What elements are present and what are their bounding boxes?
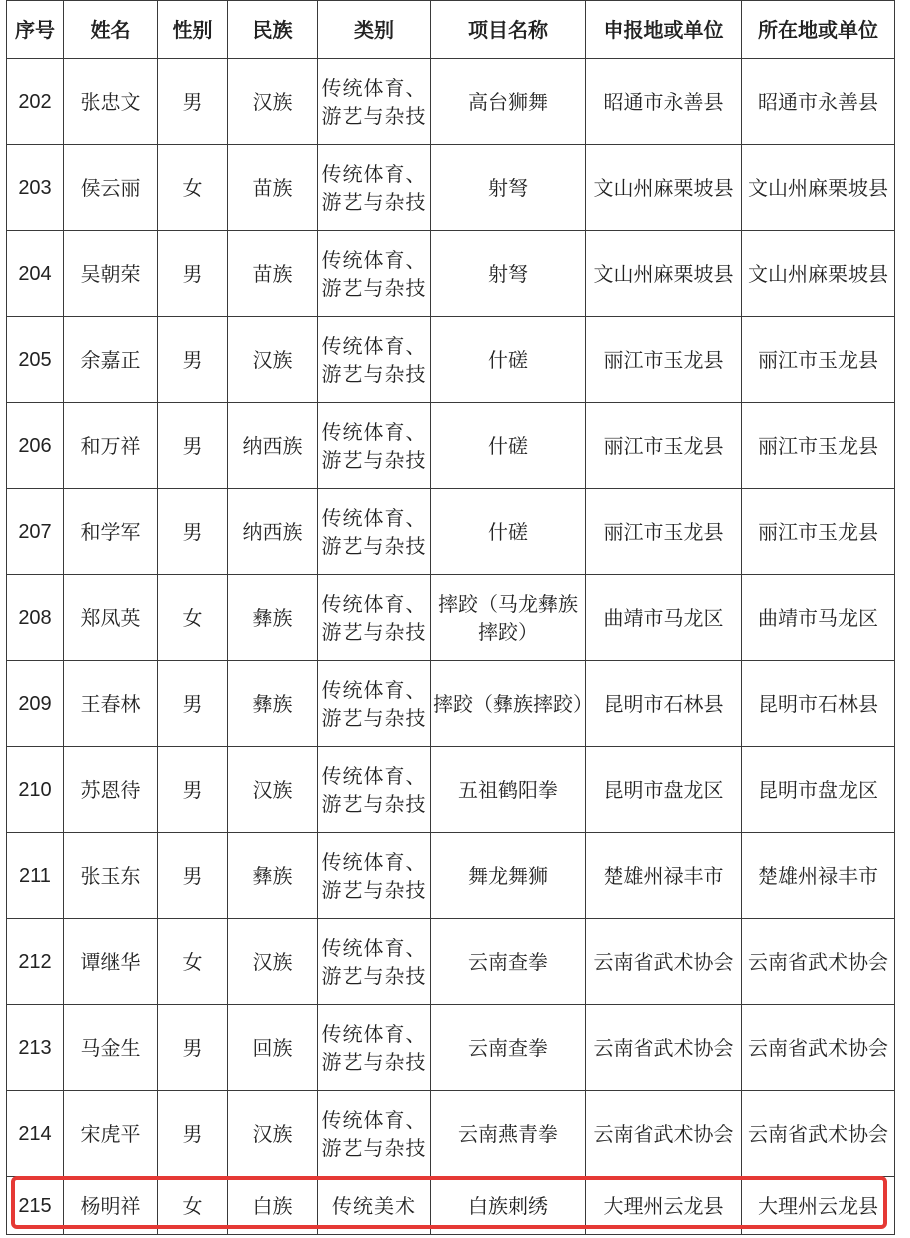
cell-location: 昭通市永善县 bbox=[742, 59, 895, 145]
table-row bbox=[7, 747, 895, 833]
cell-gender: 男 bbox=[158, 317, 228, 403]
cell-name: 王春林 bbox=[64, 661, 158, 747]
table-row bbox=[7, 661, 895, 747]
cell-category: 传统体育、游艺与杂技 bbox=[318, 833, 431, 919]
cell-seq: 209 bbox=[7, 661, 64, 747]
cell-location: 丽江市玉龙县 bbox=[742, 403, 895, 489]
cell-seq: 212 bbox=[7, 919, 64, 1005]
table-row bbox=[7, 59, 895, 145]
cell-gender: 男 bbox=[158, 59, 228, 145]
cell-name: 谭继华 bbox=[64, 919, 158, 1005]
cell-ethnicity: 汉族 bbox=[228, 317, 318, 403]
cell-gender: 女 bbox=[158, 1177, 228, 1235]
cell-name: 张玉东 bbox=[64, 833, 158, 919]
table-body bbox=[7, 59, 895, 1235]
header-gender: 性别 bbox=[158, 1, 228, 59]
header-seq: 序号 bbox=[7, 1, 64, 59]
cell-applicant: 大理州云龙县 bbox=[586, 1177, 742, 1235]
cell-name: 杨明祥 bbox=[64, 1177, 158, 1235]
cell-applicant: 文山州麻栗坡县 bbox=[586, 145, 742, 231]
header-location: 所在地或单位 bbox=[742, 1, 895, 59]
header-applicant: 申报地或单位 bbox=[586, 1, 742, 59]
cell-ethnicity: 彝族 bbox=[228, 833, 318, 919]
cell-project: 什磋 bbox=[431, 317, 586, 403]
cell-category: 传统体育、游艺与杂技 bbox=[318, 1091, 431, 1177]
cell-seq: 202 bbox=[7, 59, 64, 145]
cell-category: 传统体育、游艺与杂技 bbox=[318, 661, 431, 747]
cell-applicant: 楚雄州禄丰市 bbox=[586, 833, 742, 919]
cell-project: 白族刺绣 bbox=[431, 1177, 586, 1235]
cell-gender: 男 bbox=[158, 231, 228, 317]
cell-seq: 204 bbox=[7, 231, 64, 317]
cell-applicant: 云南省武术协会 bbox=[586, 1005, 742, 1091]
cell-category: 传统体育、游艺与杂技 bbox=[318, 1005, 431, 1091]
cell-location: 丽江市玉龙县 bbox=[742, 317, 895, 403]
table-row bbox=[7, 1005, 895, 1091]
cell-seq: 213 bbox=[7, 1005, 64, 1091]
cell-location: 昆明市石林县 bbox=[742, 661, 895, 747]
cell-ethnicity: 纳西族 bbox=[228, 403, 318, 489]
cell-ethnicity: 汉族 bbox=[228, 747, 318, 833]
cell-name: 和学军 bbox=[64, 489, 158, 575]
cell-project: 云南燕青拳 bbox=[431, 1091, 586, 1177]
cell-project: 摔跤（马龙彝族摔跤） bbox=[431, 575, 586, 661]
cell-project: 摔跤（彝族摔跤） bbox=[431, 661, 586, 747]
table-row-highlighted bbox=[7, 1177, 895, 1235]
table-row bbox=[7, 231, 895, 317]
cell-name: 侯云丽 bbox=[64, 145, 158, 231]
table-header-row bbox=[7, 1, 895, 59]
cell-category: 传统体育、游艺与杂技 bbox=[318, 59, 431, 145]
cell-project: 云南查拳 bbox=[431, 1005, 586, 1091]
cell-category: 传统体育、游艺与杂技 bbox=[318, 145, 431, 231]
heritage-inheritor-table bbox=[6, 0, 895, 1235]
table-row bbox=[7, 403, 895, 489]
cell-gender: 男 bbox=[158, 489, 228, 575]
cell-category: 传统体育、游艺与杂技 bbox=[318, 403, 431, 489]
header-project: 项目名称 bbox=[431, 1, 586, 59]
cell-location: 文山州麻栗坡县 bbox=[742, 231, 895, 317]
cell-ethnicity: 苗族 bbox=[228, 231, 318, 317]
cell-applicant: 丽江市玉龙县 bbox=[586, 403, 742, 489]
cell-seq: 214 bbox=[7, 1091, 64, 1177]
cell-name: 郑凤英 bbox=[64, 575, 158, 661]
cell-project: 射弩 bbox=[431, 145, 586, 231]
cell-category: 传统体育、游艺与杂技 bbox=[318, 747, 431, 833]
cell-gender: 女 bbox=[158, 575, 228, 661]
cell-ethnicity: 汉族 bbox=[228, 59, 318, 145]
table-row bbox=[7, 489, 895, 575]
cell-project: 舞龙舞狮 bbox=[431, 833, 586, 919]
cell-category: 传统体育、游艺与杂技 bbox=[318, 489, 431, 575]
cell-seq: 208 bbox=[7, 575, 64, 661]
cell-gender: 男 bbox=[158, 747, 228, 833]
cell-location: 云南省武术协会 bbox=[742, 1005, 895, 1091]
cell-name: 苏恩待 bbox=[64, 747, 158, 833]
cell-location: 大理州云龙县 bbox=[742, 1177, 895, 1235]
cell-seq: 205 bbox=[7, 317, 64, 403]
cell-applicant: 曲靖市马龙区 bbox=[586, 575, 742, 661]
cell-location: 楚雄州禄丰市 bbox=[742, 833, 895, 919]
header-name: 姓名 bbox=[64, 1, 158, 59]
cell-name: 余嘉正 bbox=[64, 317, 158, 403]
cell-applicant: 昆明市石林县 bbox=[586, 661, 742, 747]
cell-name: 和万祥 bbox=[64, 403, 158, 489]
cell-project: 高台狮舞 bbox=[431, 59, 586, 145]
cell-applicant: 文山州麻栗坡县 bbox=[586, 231, 742, 317]
header-ethnicity: 民族 bbox=[228, 1, 318, 59]
cell-category: 传统美术 bbox=[318, 1177, 431, 1235]
cell-location: 云南省武术协会 bbox=[742, 919, 895, 1005]
cell-name: 张忠文 bbox=[64, 59, 158, 145]
cell-applicant: 云南省武术协会 bbox=[586, 919, 742, 1005]
table-row bbox=[7, 1091, 895, 1177]
cell-gender: 女 bbox=[158, 919, 228, 1005]
cell-gender: 男 bbox=[158, 1005, 228, 1091]
cell-location: 丽江市玉龙县 bbox=[742, 489, 895, 575]
cell-category: 传统体育、游艺与杂技 bbox=[318, 231, 431, 317]
heritage-inheritor-table-wrap bbox=[6, 0, 894, 1235]
cell-location: 云南省武术协会 bbox=[742, 1091, 895, 1177]
cell-seq: 203 bbox=[7, 145, 64, 231]
cell-category: 传统体育、游艺与杂技 bbox=[318, 919, 431, 1005]
table-row bbox=[7, 145, 895, 231]
cell-ethnicity: 纳西族 bbox=[228, 489, 318, 575]
cell-category: 传统体育、游艺与杂技 bbox=[318, 317, 431, 403]
cell-gender: 男 bbox=[158, 403, 228, 489]
cell-seq: 206 bbox=[7, 403, 64, 489]
cell-seq: 215 bbox=[7, 1177, 64, 1235]
cell-category: 传统体育、游艺与杂技 bbox=[318, 575, 431, 661]
cell-ethnicity: 彝族 bbox=[228, 575, 318, 661]
cell-location: 昆明市盘龙区 bbox=[742, 747, 895, 833]
cell-ethnicity: 彝族 bbox=[228, 661, 318, 747]
cell-applicant: 丽江市玉龙县 bbox=[586, 317, 742, 403]
cell-applicant: 云南省武术协会 bbox=[586, 1091, 742, 1177]
cell-applicant: 丽江市玉龙县 bbox=[586, 489, 742, 575]
cell-applicant: 昭通市永善县 bbox=[586, 59, 742, 145]
cell-gender: 男 bbox=[158, 661, 228, 747]
header-category: 类别 bbox=[318, 1, 431, 59]
cell-name: 宋虎平 bbox=[64, 1091, 158, 1177]
cell-seq: 211 bbox=[7, 833, 64, 919]
cell-location: 文山州麻栗坡县 bbox=[742, 145, 895, 231]
cell-ethnicity: 回族 bbox=[228, 1005, 318, 1091]
cell-location: 曲靖市马龙区 bbox=[742, 575, 895, 661]
cell-gender: 男 bbox=[158, 833, 228, 919]
table-row bbox=[7, 919, 895, 1005]
cell-ethnicity: 汉族 bbox=[228, 919, 318, 1005]
cell-project: 射弩 bbox=[431, 231, 586, 317]
cell-ethnicity: 白族 bbox=[228, 1177, 318, 1235]
cell-applicant: 昆明市盘龙区 bbox=[586, 747, 742, 833]
cell-ethnicity: 苗族 bbox=[228, 145, 318, 231]
cell-name: 吴朝荣 bbox=[64, 231, 158, 317]
cell-project: 什磋 bbox=[431, 403, 586, 489]
table-row bbox=[7, 575, 895, 661]
cell-seq: 207 bbox=[7, 489, 64, 575]
table-row bbox=[7, 833, 895, 919]
cell-name: 马金生 bbox=[64, 1005, 158, 1091]
cell-seq: 210 bbox=[7, 747, 64, 833]
cell-project: 云南查拳 bbox=[431, 919, 586, 1005]
table-row bbox=[7, 317, 895, 403]
cell-project: 什磋 bbox=[431, 489, 586, 575]
cell-ethnicity: 汉族 bbox=[228, 1091, 318, 1177]
cell-gender: 男 bbox=[158, 1091, 228, 1177]
cell-gender: 女 bbox=[158, 145, 228, 231]
cell-project: 五祖鹤阳拳 bbox=[431, 747, 586, 833]
